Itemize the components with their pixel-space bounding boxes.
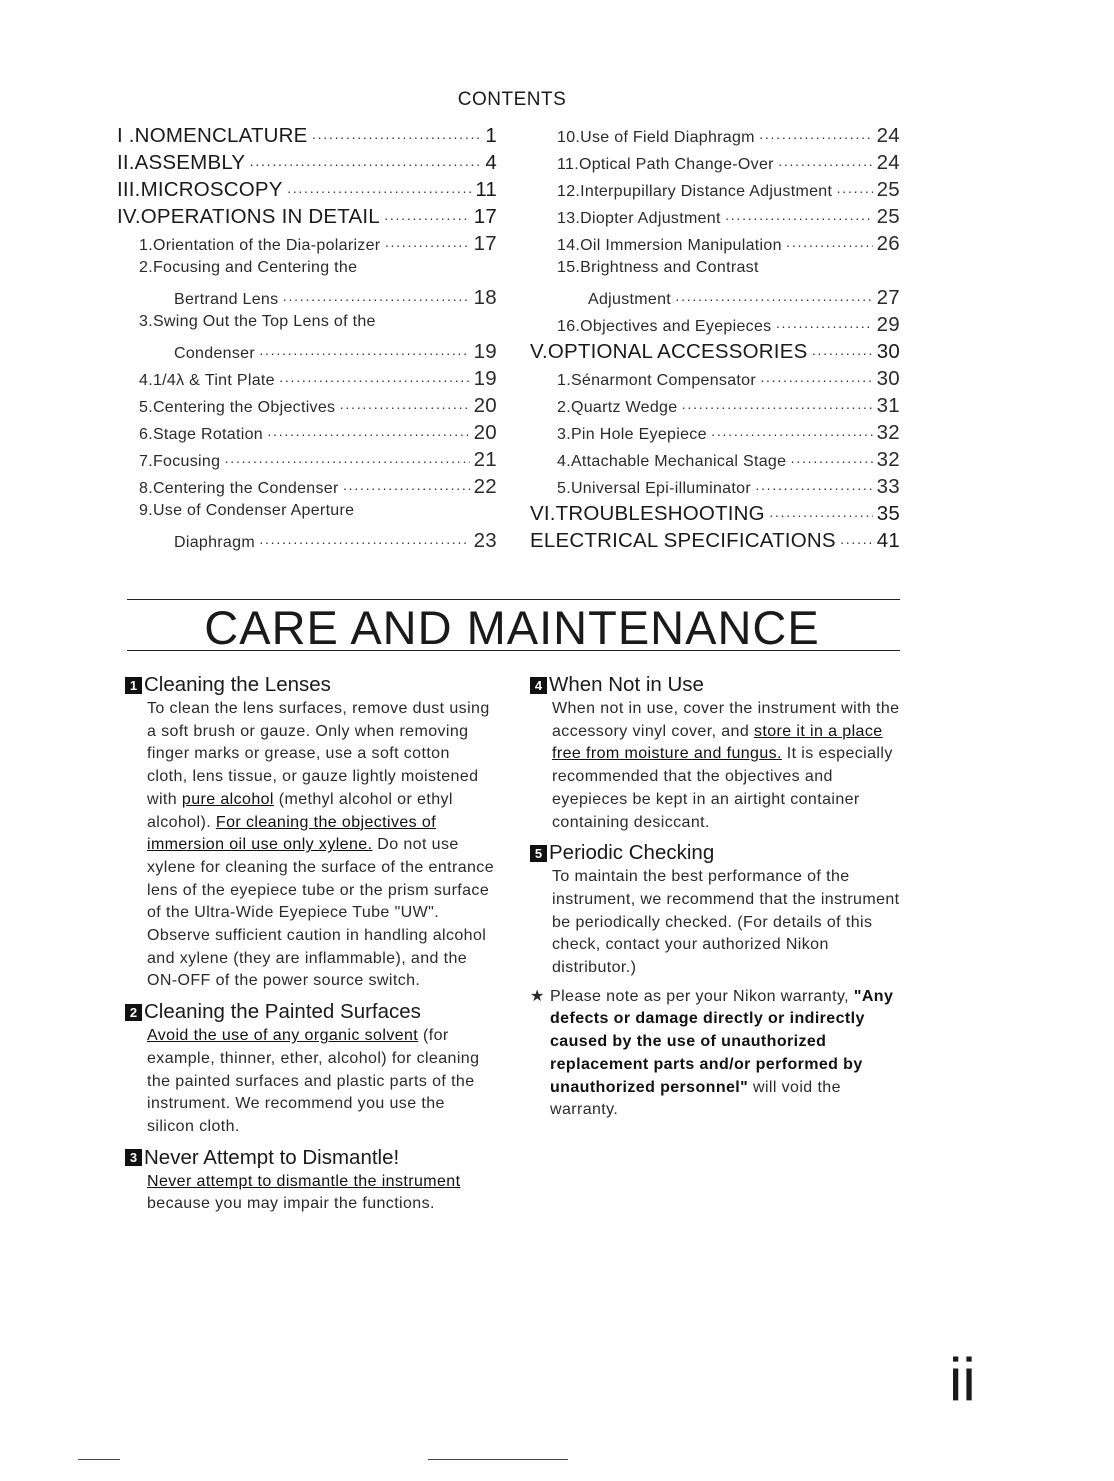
toc-dot-leader — [836, 183, 872, 201]
section-title — [530, 840, 900, 866]
toc-page-number: 41 — [876, 529, 900, 552]
toc-dot-leader — [775, 318, 872, 336]
section-body — [530, 698, 900, 834]
body-text: To maintain the best performance of the instrument, we recommend that the instrument be periodically checked. (For details of this check, contact your authorized Nikon distributor.) — [552, 868, 900, 977]
toc-dot-leader — [760, 372, 873, 390]
body-text: (methyl alcohol or ethyl alcohol). — [147, 790, 453, 831]
section-title-text: Cleaning the Painted Surfaces — [144, 1000, 421, 1024]
toc-entry — [117, 178, 497, 205]
toc-entry — [530, 502, 900, 529]
toc-entry-label: 14.Oil Immersion Manipulation — [557, 237, 782, 254]
toc-page-number: 18 — [473, 286, 497, 309]
toc-page-number: 17 — [473, 205, 497, 228]
section-title — [530, 672, 900, 698]
toc-left-column — [117, 124, 497, 556]
section-body — [125, 1025, 495, 1139]
toc-dot-leader — [786, 237, 873, 255]
toc-entry — [530, 124, 900, 151]
toc-entry — [530, 205, 900, 232]
section-number-badge: 2 — [125, 1004, 142, 1021]
toc-entry-label: IV.OPERATIONS IN DETAIL — [117, 205, 380, 228]
toc-entry-label: 1.Sénarmont Compensator — [557, 372, 757, 389]
toc-entry — [117, 286, 497, 313]
star-icon: ★ — [530, 987, 545, 1005]
toc-page-number: 33 — [876, 475, 900, 498]
toc-dot-leader — [259, 345, 470, 363]
left-column — [125, 672, 495, 1222]
toc-dot-leader — [267, 426, 470, 444]
toc-dot-leader — [675, 291, 873, 309]
scan-artifact-line — [428, 1459, 568, 1460]
body-text: (for example, thinner, ether, alcohol) for cleaning the painted surfaces and plastic parts of the instrument. We recommend you use the silicon cloth. — [147, 1027, 480, 1135]
bold-text: "Any defects or damage directly or indirectly caused by the use of unauthorized replacement parts and/or performed by unauthorized personnel" — [550, 987, 894, 1096]
toc-entry — [117, 340, 497, 367]
toc-entry — [117, 475, 497, 502]
toc-entry-label: 2.Focusing and Centering the — [139, 259, 358, 276]
toc-entry-label: I .NOMENCLATURE — [117, 124, 308, 147]
toc-entry-label: V.OPTIONAL ACCESSORIES — [530, 340, 808, 363]
toc-page-number: 4 — [485, 151, 497, 174]
toc-dot-leader — [778, 156, 873, 174]
toc-entry-label: Diaphragm — [174, 534, 255, 551]
toc-entry-label: II.ASSEMBLY — [117, 151, 246, 174]
toc-entry — [117, 124, 497, 151]
toc-entry — [117, 502, 497, 529]
toc-entry — [117, 367, 497, 394]
section-number-badge: 4 — [530, 677, 547, 694]
underlined-text: store it in a place free from moisture and fungus. — [552, 722, 883, 763]
section-title-text: When Not in Use — [549, 673, 704, 696]
toc-entry — [530, 529, 900, 556]
toc-page-number: 20 — [473, 394, 497, 417]
body-text: Do not use xylene for cleaning the surface of the entrance lens of the eyepiece tube or the prism surface of the Ultra-Wide Eyepiece Tube "UW". Observe sufficient caution in handling alcohol and xylene (they are inflammable), and the ON-OFF of the power source switch. — [147, 836, 495, 990]
toc-entry-label: III.MICROSCOPY — [117, 178, 283, 201]
toc-right-column — [530, 124, 900, 556]
toc-page-number: 25 — [876, 205, 900, 228]
section-title-text: Periodic Checking — [549, 841, 715, 865]
toc-page-number: 26 — [876, 232, 900, 255]
toc-dot-leader — [339, 399, 469, 417]
section-title — [125, 999, 495, 1025]
toc-page-number: 32 — [876, 448, 900, 471]
toc-entry-label: 1.Orientation of the Dia-polarizer — [139, 237, 381, 254]
toc-entry — [530, 178, 900, 205]
toc-entry-label: 4.1/4λ & Tint Plate — [139, 372, 275, 389]
toc-entry — [530, 286, 900, 313]
toc-entry-label: 2.Quartz Wedge — [557, 399, 678, 416]
toc-entry-label: 5.Universal Epi-illuminator — [557, 480, 751, 497]
toc-entry — [117, 529, 497, 556]
right-column — [530, 672, 900, 1122]
toc-page-number: 24 — [876, 124, 900, 147]
toc-page-number: 30 — [876, 367, 900, 390]
toc-page-number: 23 — [473, 529, 497, 552]
toc-dot-leader — [711, 426, 873, 444]
toc-entry-label: VI.TROUBLESHOOTING — [530, 502, 765, 525]
toc-entry-label: 5.Centering the Objectives — [139, 399, 336, 416]
toc-entry — [530, 151, 900, 178]
toc-entry — [117, 232, 497, 259]
toc-page-number: 27 — [876, 286, 900, 309]
toc-entry-label: 4.Attachable Mechanical Stage — [557, 453, 787, 470]
toc-entry — [117, 151, 497, 178]
toc-entry-label: 3.Swing Out the Top Lens of the — [139, 313, 376, 330]
toc-dot-leader — [759, 129, 873, 147]
toc-dot-leader — [249, 151, 481, 175]
toc-dot-leader — [769, 502, 873, 526]
toc-dot-leader — [840, 529, 873, 553]
toc-entry — [117, 259, 497, 286]
toc-entry-label: 12.Interpupillary Distance Adjustment — [557, 183, 833, 200]
page-number: ii — [949, 1346, 976, 1413]
scan-artifact-line — [78, 1459, 120, 1460]
underlined-text: For cleaning the objectives of immersion oil use only xylene. — [147, 813, 437, 854]
section-body — [530, 866, 900, 980]
toc-dot-leader — [384, 205, 470, 229]
toc-entry-label: 3.Pin Hole Eyepiece — [557, 426, 707, 443]
main-heading: CARE AND MAINTENANCE — [204, 601, 820, 654]
toc-entry-label: Condenser — [174, 345, 255, 362]
body-text: To clean the lens surfaces, remove dust using a soft brush or gauze. Only when removing finger marks or grease, use a soft cotton cloth, lens tissue, or gauze lightly moistened with — [147, 700, 490, 808]
underlined-text: Never attempt to dismantle the instrument — [147, 1172, 461, 1190]
body-text: When not in use, cover the instrument with the accessory vinyl cover, and — [552, 700, 900, 740]
toc-page-number: 19 — [473, 367, 497, 390]
toc-entry-label: 9.Use of Condenser Aperture — [139, 502, 355, 519]
section-number-badge: 5 — [530, 845, 547, 862]
toc-dot-leader — [811, 340, 872, 364]
toc-entry — [530, 367, 900, 394]
toc-entry — [117, 421, 497, 448]
toc-entry-label: Bertrand Lens — [174, 291, 279, 308]
toc-page-number: 21 — [473, 448, 497, 471]
toc-dot-leader — [287, 178, 472, 202]
toc-entry — [117, 394, 497, 421]
toc-entry — [117, 448, 497, 475]
toc-dot-leader — [279, 372, 470, 390]
warranty-note-text — [550, 986, 900, 1122]
toc-page-number: 31 — [876, 394, 900, 417]
heading-bottom-rule — [127, 650, 900, 651]
toc-dot-leader — [681, 399, 872, 417]
warranty-note — [530, 986, 900, 1122]
body-text: because you may impair the functions. — [147, 1195, 435, 1213]
toc-dot-leader — [343, 480, 470, 498]
toc-entry-label: Adjustment — [588, 291, 672, 308]
toc-entry — [530, 421, 900, 448]
section-number-badge: 3 — [125, 1149, 142, 1166]
section-body — [125, 1171, 495, 1216]
body-text: It is especially recommended that the objectives and eyepieces be kept in an airtight container containing desiccant. — [552, 745, 893, 831]
toc-page-number: 11 — [475, 178, 497, 201]
toc-page-number: 35 — [876, 502, 900, 525]
section-title — [125, 1145, 495, 1171]
toc-entry-label: ELECTRICAL SPECIFICATIONS — [530, 529, 836, 552]
toc-entry — [117, 205, 497, 232]
toc-entry-label: 11.Optical Path Change-Over — [557, 156, 774, 173]
toc-entry — [530, 232, 900, 259]
toc-entry — [117, 313, 497, 340]
section-body — [125, 698, 495, 993]
toc-page-number: 25 — [876, 178, 900, 201]
toc-dot-leader — [259, 534, 470, 552]
section-title-text: Cleaning the Lenses — [144, 673, 331, 696]
toc-entry — [530, 340, 900, 367]
underlined-text: Avoid the use of any organic solvent — [147, 1027, 419, 1045]
toc-entry-label: 7.Focusing — [139, 453, 221, 470]
toc-page-number: 24 — [876, 151, 900, 174]
toc-entry-label: 6.Stage Rotation — [139, 426, 263, 443]
toc-dot-leader — [224, 453, 469, 471]
toc-entry — [530, 259, 900, 286]
toc-entry — [530, 475, 900, 502]
contents-title: CONTENTS — [457, 89, 567, 110]
section-number-badge: 1 — [125, 677, 142, 694]
toc-page-number: 22 — [473, 475, 497, 498]
toc-page-number: 30 — [876, 340, 900, 363]
toc-page-number: 32 — [876, 421, 900, 444]
toc-dot-leader — [384, 237, 469, 255]
body-text: will void the warranty. — [550, 1078, 841, 1119]
section-title-text: Never Attempt to Dismantle! — [144, 1145, 400, 1169]
underlined-text: pure alcohol — [181, 790, 274, 808]
toc-entry — [530, 448, 900, 475]
section-title — [125, 672, 495, 698]
toc-page-number: 20 — [473, 421, 497, 444]
toc-entry-label: 10.Use of Field Diaphragm — [557, 129, 755, 146]
toc-page-number: 1 — [485, 124, 497, 147]
toc-entry-label: 16.Objectives and Eyepieces — [557, 318, 772, 335]
toc-entry — [530, 313, 900, 340]
toc-entry-label: 8.Centering the Condenser — [139, 480, 339, 497]
toc-entry — [530, 394, 900, 421]
toc-dot-leader — [755, 480, 873, 498]
toc-dot-leader — [312, 124, 482, 148]
toc-page-number: 17 — [473, 232, 497, 255]
toc-entry-label: 13.Diopter Adjustment — [557, 210, 721, 227]
toc-entry-label: 15.Brightness and Contrast — [557, 259, 759, 276]
toc-dot-leader — [725, 210, 873, 228]
toc-page-number: 19 — [473, 340, 497, 363]
body-text: Please note as per your Nikon warranty, — [550, 987, 854, 1005]
toc-dot-leader — [790, 453, 872, 471]
toc-dot-leader — [282, 291, 469, 309]
toc-page-number: 29 — [876, 313, 900, 336]
